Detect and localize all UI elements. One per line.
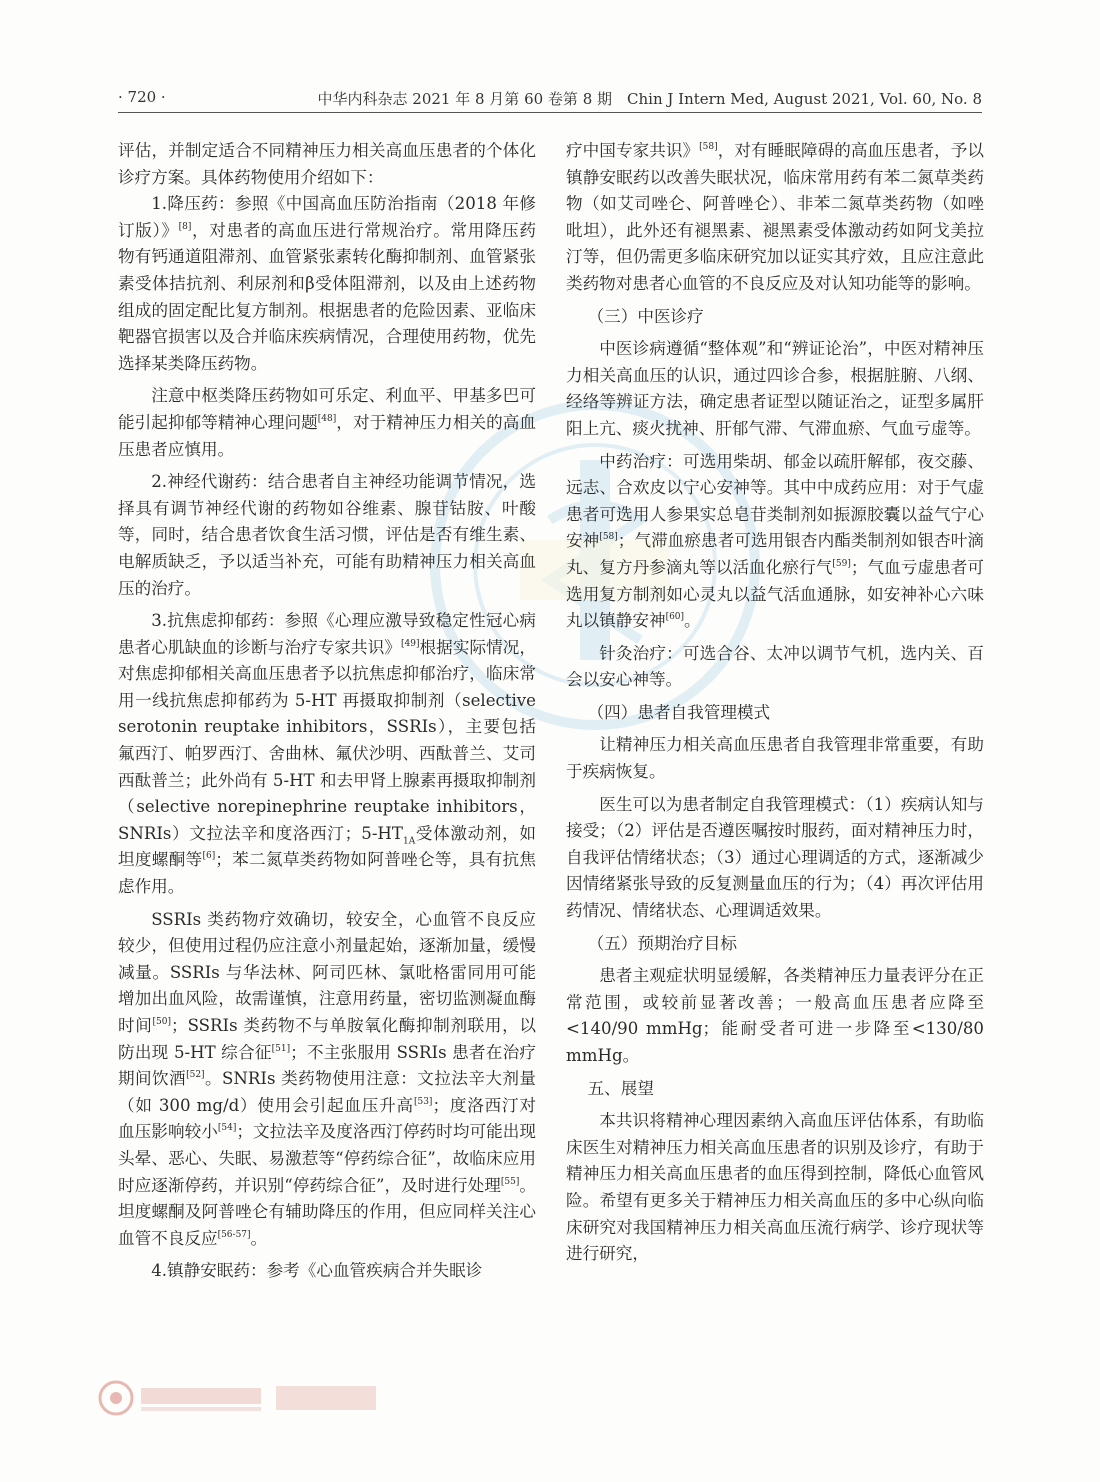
section-heading-tcm: （三）中医诊疗 — [587, 306, 704, 326]
paragraph: 疗中国专家共识》[58]，对有睡眠障碍的高血压患者，予以镇静安眠药以改善失眠状况，临床常用药有苯二氮草类药物（如艾司唑仑、阿普唑仑）、非苯二氮草类药物（如唑吡坦），此外还有褪黑素、褪黑素受体激动药如阿戈美拉汀等，但仍需更多临床研究加以证实其疗效，且应注意此类药物对患者心血管的不良反应及对认知功能等的影响。 — [566, 141, 984, 293]
citation: [58] — [699, 142, 718, 152]
citation: [56-57] — [217, 1229, 251, 1240]
journal-citation: 中华内科杂志 2021 年 8 月第 60 卷第 8 期 Chin J Intern Med, August 2021, Vol. 60, No. 8 — [317, 90, 982, 108]
left-column — [118, 138, 536, 1285]
citation: [55] — [500, 1176, 520, 1187]
citation: [52] — [186, 1070, 205, 1081]
citation: [59] — [832, 558, 851, 569]
paragraph-anxiolytic: 3.抗焦虑抑郁药：参照《心理应激导致稳定性冠心病患者心肌缺血的诊断与治疗专家共识》[49]根据实际情况，对焦虑抑郁相关高血压患者予以抗焦虑抑郁治疗，临床常用一线抗焦虑抑郁药为 5-HT 再摄取抑制剂（selective serotonin reuptake inhibitors，SSRIs），主要包括氟西汀、帕罗西汀、舍曲林、氟伏沙明、西酞普兰、艾司西酞普兰；此外尚有 5-HT 和去甲肾上腺素再摄取抑制剂（selective norepinephrine reuptake inhibitors，SNRIs）文拉法辛和度洛西汀；$5-HT_{1A}$受体激动剂，如坦度螺酮等[6]；苯二氮草类药物如阿普唑仑等，具有抗焦虑作用。 — [118, 611, 537, 897]
section-heading-outlook: 五、展望 — [587, 1078, 654, 1098]
paragraph-antihypertensive: 1.降压药：参照《中国高血压防治指南（2018 年修订版）》[8]，对患者的高血压进行常规治疗。常用降压药物有钙通道阻滞剂、血管紧张素转化酶抑制剂、血管紧张素受体拮抗剂、利尿剂和β受体阻滞剂，以及由上述药物组成的固定配比复方制剂。根据患者的危险因素、亚临床靶器官损害以及合并临床疾病情况，合理使用药物，优先选择某类降压药物。 — [118, 194, 536, 373]
paragraph-herbal: 中药治疗：可选用柴胡、郁金以疏肝解郁，夜交藤、远志、合欢皮以宁心安神等。其中中成药应用：对于气虚患者可选用人参果实总皂苷类制剂如振源胶囊以益气宁心安神[58]；气滞血瘀患者可选用银杏内酯类制剂如银杏叶滴丸、复方丹参滴丸等以活血化瘀行气[59]；气血亏虚患者可选用复方制剂如心灵丸以益气活血通脉，如安神补心六味丸以镇静安神[60]。 — [566, 451, 985, 631]
section-heading-goals: （五）预期治疗目标 — [587, 933, 737, 953]
paragraph: 中医诊病遵循“整体观”和“辨证论治”，中医对精神压力相关高血压的认识，通过四诊合参，根据脏腑、八纲、经络等辨证方法，确定患者证型以随证治之，证型多属肝阳上亢、痰火扰神、肝郁气滞、气滞血瘀、气血亏虚等。 — [566, 339, 984, 438]
publisher-logo — [96, 1378, 396, 1418]
citation: [6] — [202, 851, 216, 862]
page-number: · 720 · — [118, 88, 166, 106]
right-column — [566, 138, 984, 1268]
citation: [54] — [217, 1123, 237, 1134]
citation: [8] — [178, 221, 192, 232]
paragraph: 评估，并制定适合不同精神压力相关高血压患者的个体化诊疗方案。具体药物使用介绍如下： — [118, 141, 536, 187]
citation: [53] — [413, 1096, 433, 1107]
paragraph: 医生可以为患者制定自我管理模式：（1）疾病认知与接受；（2）评估是否遵医嘱按时服药，面对精神压力时，自我评估情绪状态；（3）通过心理调适的方式，逐渐减少因情绪紧张导致的反复测量血压的行为；（4）再次评估用药情况、情绪状态、心理调适效果。 — [566, 794, 984, 921]
paragraph: 注意中枢类降压药物如可乐定、利血平、甲基多巴可能引起抑郁等精神心理问题[48]，对于精神压力相关的高血压患者应慎用。 — [118, 386, 537, 459]
paragraph: 患者主观症状明显缓解，各类精神压力量表评分在正常范围，或较前显著改善；一般高血压患者应降至<140/90 mmHg；能耐受者可进一步降至<130/80 mmHg。 — [566, 966, 984, 1065]
citation: [49] — [401, 638, 420, 649]
citation: [58] — [599, 532, 618, 543]
subscript: 1A — [402, 836, 416, 847]
paragraph-acupuncture: 针灸治疗：可选合谷、太冲以调节气机，选内关、百会以安心神等。 — [566, 643, 984, 690]
paragraph-ssri: SSRIs 类药物疗效确切，较安全，心血管不良反应较少，但使用过程仍应注意小剂量起始，逐渐加量，缓慢减量。SSRIs 与华法林、阿司匹林、氯吡格雷同用可能增加出血风险，故需谨慎，注意用药量，密切监测凝血酶时间[50]；SSRIs 类药物不与单胺氧化酶抑制剂联用，以防出现 5-HT 综合征[51]；不主张服用 SSRIs 患者在治疗期间饮酒[52]。SNRIs 类药物使用注意：文拉法辛大剂量（如 300 mg/d）使用会引起血压升高[53]；度洛西汀对血压影响较小[54]；文拉法辛及度洛西汀停药时均可能出现头晕、恶心、失眠、易激惹等“停药综合征”，故临床应用时应逐渐停药，并识别“停药综合征”，及时进行处理[55]。坦度螺酮及阿普唑仑有辅助降压的作用，但应同样关注心血管不良反应[56-57]。 — [118, 909, 537, 1248]
citation: [51] — [271, 1043, 291, 1054]
paragraph: 让精神压力相关高血压患者自我管理非常重要，有助于疾病恢复。 — [566, 735, 984, 782]
paragraph-sedative: 4.镇静安眠药：参考《心血管疾病合并失眠诊 — [151, 1261, 483, 1281]
section-heading-self-management: （四）患者自我管理模式 — [587, 702, 771, 722]
running-header — [118, 86, 982, 113]
citation: [60] — [665, 612, 685, 623]
paragraph-neuro-metabolic: 2.神经代谢药：结合患者自主神经功能调节情况，选择具有调节神经代谢的药物如谷维素、腺苷钴胺、叶酸等，同时，结合患者饮食生活习惯，评估是否有维生素、电解质缺乏，予以适当补充，可能有助精神压力相关高血压的治疗。 — [118, 472, 536, 598]
paragraph: 本共识将精神心理因素纳入高血压评估体系，有助临床医生对精神压力相关高血压患者的识别及诊疗，有助于精神压力相关高血压患者的血压得到控制，降低心血管风险。希望有更多关于精神压力相关高血压的多中心纵向临床研究对我国精神压力相关高血压流行病学、诊疗现状等进行研究， — [566, 1111, 984, 1264]
citation: [48] — [317, 413, 337, 424]
citation: [50] — [152, 1017, 171, 1027]
